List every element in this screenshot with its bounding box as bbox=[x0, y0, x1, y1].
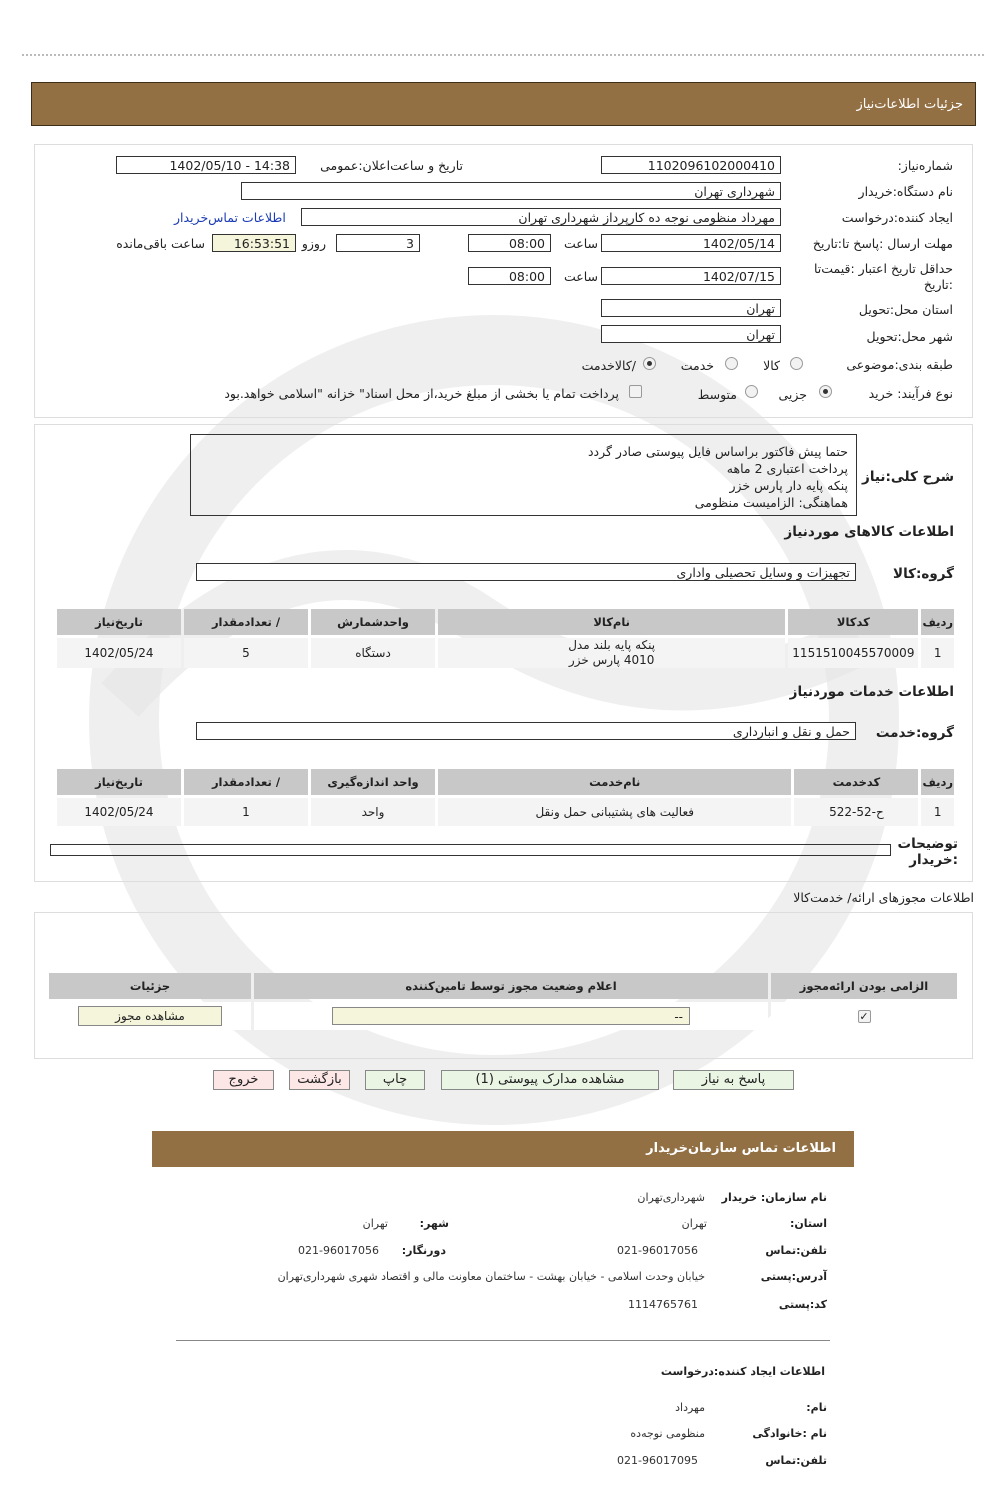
required-checkbox: ✓ bbox=[859, 1010, 869, 1023]
cell-row: 1 bbox=[921, 638, 954, 668]
col-unit: واحد اندازه‌گیری bbox=[311, 769, 435, 795]
postal-value: 1114765761 bbox=[628, 1298, 698, 1311]
reply-button[interactable]: پاسخ به نیاز bbox=[673, 1070, 794, 1090]
back-button[interactable]: بازگشت bbox=[289, 1070, 350, 1090]
send-deadline-label: مهلت ارسال :پاسخ تا:تاریخ bbox=[812, 236, 953, 251]
permits-table-header bbox=[49, 973, 957, 999]
family-value: منظومی نوجه‌ده bbox=[630, 1427, 705, 1440]
col-required: الزامی بودن ارائه‌مجوز bbox=[771, 973, 957, 999]
contact-divider bbox=[176, 1340, 830, 1341]
fax-label: دورنگار: bbox=[401, 1244, 446, 1257]
city-label: شهر محل:تحویل bbox=[866, 329, 953, 344]
phone-label: تلفن:تماس bbox=[765, 1244, 827, 1257]
print-button[interactable]: چاپ bbox=[365, 1070, 425, 1090]
cell-details bbox=[49, 1002, 251, 1030]
view-permit-button[interactable]: مشاهده مجوز bbox=[78, 1006, 222, 1026]
category-label: طبقه بندی:موضوعی bbox=[846, 357, 953, 372]
contact-header-title: اطلاعات تماس سازمان‌خریدار bbox=[646, 1141, 836, 1156]
services-group-field: حمل و نقل و انبارداری bbox=[196, 722, 856, 740]
creator-label: ایجاد کننده:درخواست bbox=[841, 210, 953, 225]
services-table-header bbox=[57, 769, 954, 795]
need-no-field: 1102096102000410 bbox=[601, 156, 781, 174]
buyer-field: شهرداری تهران bbox=[241, 182, 781, 200]
description-line: حتما پیش فاکتور براساس فایل پیوستی صادر گردد bbox=[587, 444, 848, 459]
category-radio-service[interactable] bbox=[725, 357, 738, 370]
description-line: هماهنگی: الزامیست منظومی bbox=[694, 495, 848, 510]
family-label: نام :خانوادگی bbox=[752, 1427, 827, 1440]
category-radio-goods-service[interactable] bbox=[643, 357, 656, 370]
payment-checkbox[interactable] bbox=[629, 385, 642, 398]
table-row bbox=[57, 798, 954, 826]
send-time-label: ساعت bbox=[563, 236, 598, 251]
days-field: 3 bbox=[336, 234, 420, 252]
creator-phone-label: تلفن:تماس bbox=[765, 1454, 827, 1467]
postal-label: کد:پستی bbox=[778, 1298, 827, 1311]
contact-header bbox=[152, 1131, 854, 1167]
province-label: استان محل:تحویل bbox=[858, 302, 953, 317]
description-line: پنکه پایه دار پارس خزر bbox=[729, 478, 848, 493]
col-qty: / تعدادمقدار bbox=[184, 609, 308, 635]
payment-note: پرداخت تمام یا بخشی از مبلغ خرید،از محل اسناد" خزانه "اسلامی خواهد.بود bbox=[224, 386, 619, 401]
city-contact-value: تهران bbox=[362, 1217, 388, 1230]
announce-label: تاریخ و ساعت‌اعلان:عمومی bbox=[320, 158, 463, 173]
col-date: تاریخ‌نیاز bbox=[57, 769, 181, 795]
validity-time-field: 08:00 bbox=[468, 267, 551, 285]
remaining-label: ساعت باقی‌مانده bbox=[116, 236, 205, 251]
creator-info-title: اطلاعات ایجاد کننده:درخواست bbox=[660, 1365, 825, 1378]
address-label: آدرس:پستی bbox=[760, 1270, 827, 1283]
cell-status bbox=[254, 1002, 768, 1030]
buyer-contact-link[interactable]: اطلاعات تماس‌خریدار bbox=[174, 210, 286, 225]
cell-required bbox=[771, 1002, 957, 1030]
phone-value: 021-96017056 bbox=[617, 1244, 698, 1257]
validity-label: حداقل تاریخ اعتبار :قیمت‌تا :تاریخ bbox=[813, 261, 953, 292]
col-qty: / تعدادمقدار bbox=[184, 769, 308, 795]
cell-date: 1402/05/24 bbox=[57, 638, 181, 668]
goods-group-label: گروه:کالا bbox=[893, 566, 954, 582]
col-unit: واحدشمارش bbox=[311, 609, 435, 635]
attachments-button[interactable]: مشاهده مدارک پیوستی (1) bbox=[441, 1070, 659, 1090]
description-line: پرداخت اعتباری 2 ماهه bbox=[726, 461, 848, 476]
buyer-label: نام دستگاه:خریدار bbox=[858, 184, 953, 199]
name-value: مهرداد bbox=[675, 1401, 705, 1414]
cell-unit: دستگاه bbox=[311, 638, 435, 668]
category-option-service: خدمت bbox=[680, 358, 714, 373]
validity-time-label: ساعت bbox=[563, 269, 598, 284]
category-option-goods-service: /کالاخدمت bbox=[581, 358, 636, 373]
remaining-time-field: 16:53:51 bbox=[212, 234, 296, 252]
col-details: جزئیات bbox=[49, 973, 251, 999]
col-status: اعلام وضعیت مجوز توسط تامین‌کننده bbox=[254, 973, 768, 999]
org-label: نام سازمان: خریدار bbox=[721, 1191, 827, 1204]
exit-button[interactable]: خروج bbox=[213, 1070, 274, 1090]
buyer-notes-field bbox=[50, 844, 891, 856]
announce-field: 1402/05/10 - 14:38 bbox=[116, 156, 296, 174]
details-header bbox=[31, 82, 976, 126]
status-field: -- bbox=[332, 1007, 690, 1025]
services-section-title: اطلاعات خدمات موردنیاز bbox=[789, 684, 954, 700]
goods-table bbox=[54, 606, 957, 671]
cell-name: فعالیت های پشتیبانی حمل ونقل bbox=[438, 798, 791, 826]
cell-qty: 1 bbox=[184, 798, 308, 826]
process-radio-partial[interactable] bbox=[819, 385, 832, 398]
category-radio-goods[interactable] bbox=[790, 357, 803, 370]
send-date-field: 1402/05/14 bbox=[601, 234, 781, 252]
province-field: تهران bbox=[601, 299, 781, 317]
services-table bbox=[54, 766, 957, 829]
city-field: تهران bbox=[601, 325, 781, 343]
cell-row: 1 bbox=[921, 798, 954, 826]
process-radio-medium[interactable] bbox=[745, 385, 758, 398]
details-header-title: جزئیات اطلاعات‌نیاز bbox=[856, 97, 963, 112]
creator-phone-value: 021-96017095 bbox=[617, 1454, 698, 1467]
city-contact-label: شهر: bbox=[419, 1217, 449, 1230]
col-code: کدکالا bbox=[788, 609, 918, 635]
goods-table-header bbox=[57, 609, 954, 635]
col-name: نام‌خدمت bbox=[438, 769, 791, 795]
fax-value: 021-96017056 bbox=[298, 1244, 379, 1257]
permits-table bbox=[46, 970, 960, 1033]
name-label: نام: bbox=[806, 1401, 827, 1414]
cell-name: پنکه پایه بلند مدل 4010 پارس خزر bbox=[438, 638, 785, 668]
validity-date-field: 1402/07/15 bbox=[601, 267, 781, 285]
cell-date: 1402/05/24 bbox=[57, 798, 181, 826]
description-box bbox=[190, 434, 857, 516]
org-value: شهرداری‌تهران bbox=[637, 1191, 705, 1204]
process-option-partial: جزیی bbox=[778, 387, 807, 402]
table-row bbox=[49, 1002, 957, 1030]
province-contact-label: استان: bbox=[790, 1217, 827, 1230]
goods-group-field: تجهیزات و وسایل تحصیلی واداری bbox=[196, 563, 856, 581]
services-group-label: گروه:خدمت bbox=[875, 725, 954, 741]
cell-code: ح-52-522 bbox=[794, 798, 918, 826]
col-date: تاریخ‌نیاز bbox=[57, 609, 181, 635]
description-label: شرح کلی:نیاز bbox=[862, 469, 954, 485]
creator-field: مهرداد منظومی نوجه ده کارپرداز شهرداری تهران bbox=[301, 208, 781, 226]
col-row: ردیف bbox=[921, 769, 954, 795]
buyer-notes-label: توضیحات :خریدار bbox=[897, 836, 958, 868]
cell-unit: واحد bbox=[311, 798, 435, 826]
table-row bbox=[57, 638, 954, 668]
col-row: ردیف bbox=[921, 609, 954, 635]
province-contact-value: تهران bbox=[681, 1217, 707, 1230]
address-value: خیابان وحدت اسلامی - خیابان بهشت - ساختمان معاونت مالی و اقتصاد شهری شهرداری‌تهران bbox=[277, 1270, 705, 1283]
goods-section-title: اطلاعات کالاهای موردنیاز bbox=[784, 524, 954, 540]
category-option-goods: کالا bbox=[763, 358, 780, 373]
send-time-field: 08:00 bbox=[468, 234, 551, 252]
days-label: روزو bbox=[301, 236, 326, 251]
top-divider bbox=[22, 54, 984, 56]
cell-qty: 5 bbox=[184, 638, 308, 668]
need-no-label: شماره‌نیاز: bbox=[897, 158, 953, 173]
col-name: نام‌کالا bbox=[438, 609, 785, 635]
permits-title: اطلاعات مجوزهای ارائه/ خدمت‌کالا bbox=[793, 890, 974, 905]
cell-code: 1151510045570009 bbox=[788, 638, 918, 668]
process-option-medium: متوسط bbox=[697, 387, 737, 402]
col-code: کدخدمت bbox=[794, 769, 918, 795]
process-label: نوع فرآیند: خرید bbox=[868, 386, 953, 401]
